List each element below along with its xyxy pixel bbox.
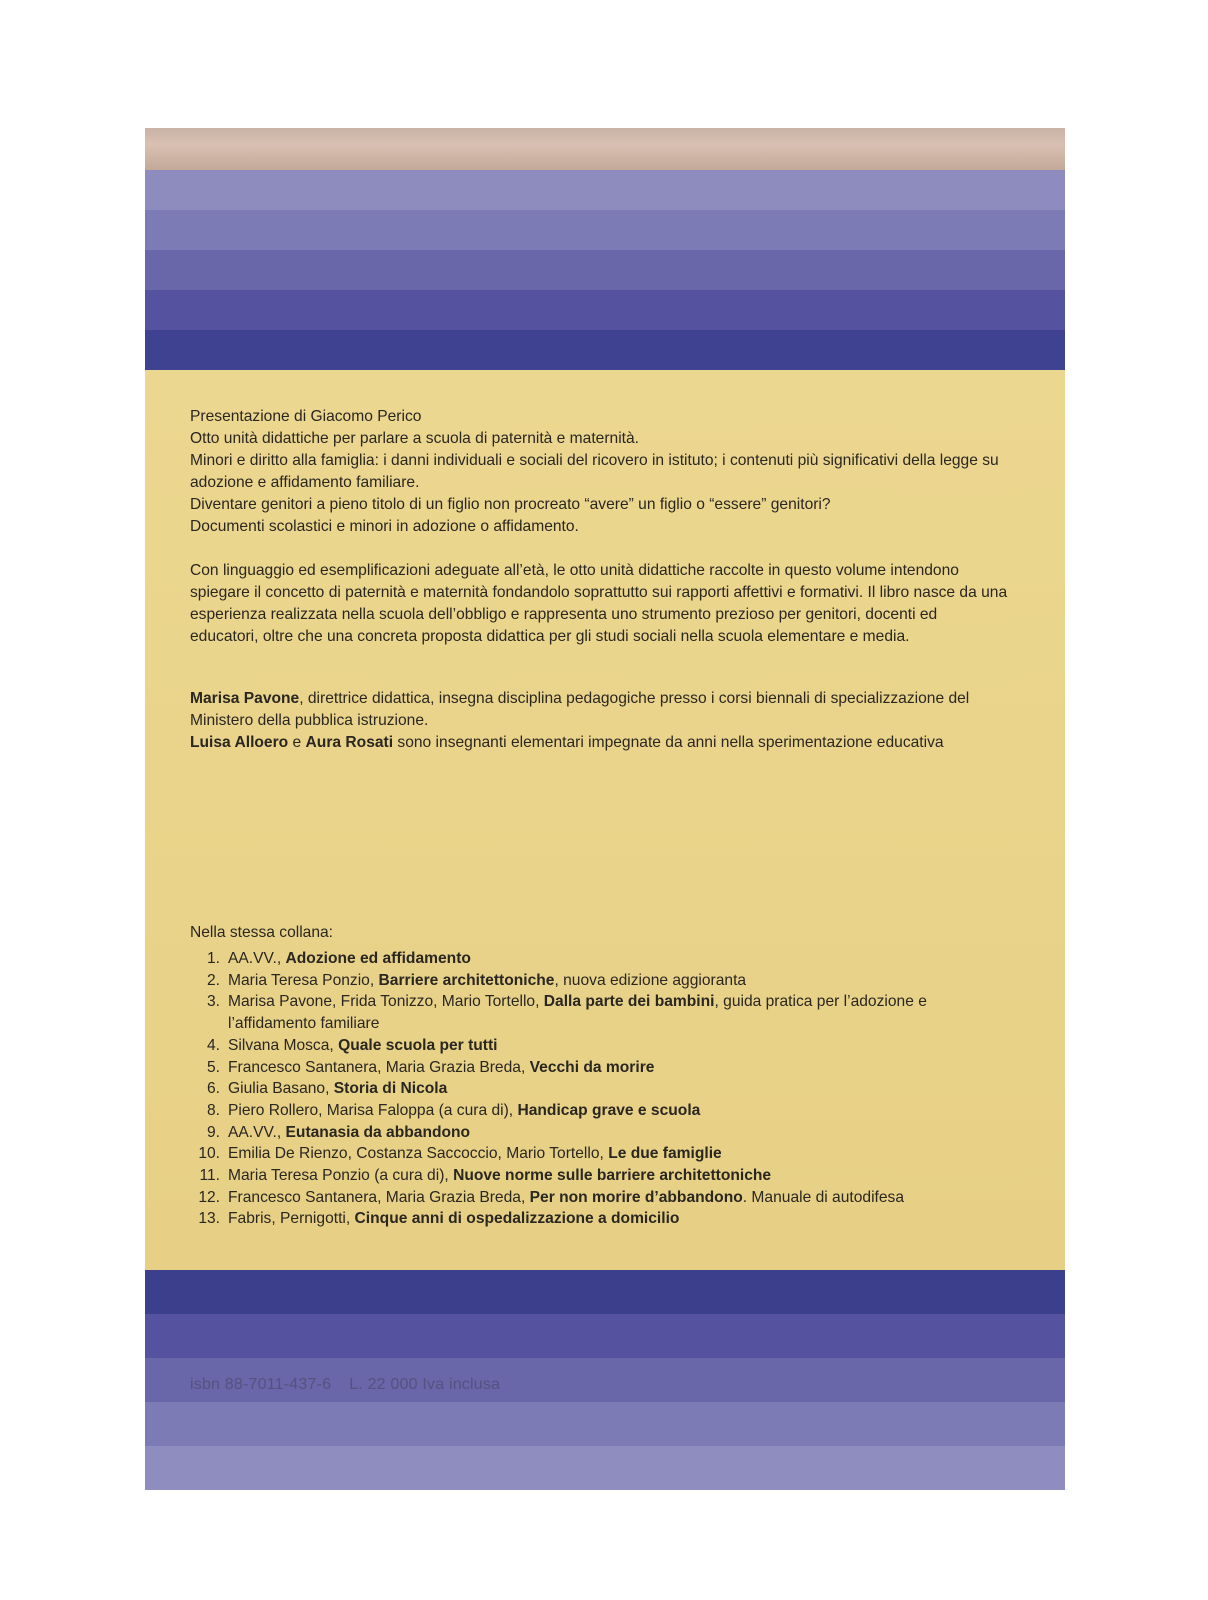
author-name: Aura Rosati	[305, 734, 394, 751]
item-title: Handicap grave e scuola	[517, 1101, 701, 1119]
item-entry	[228, 1078, 447, 1100]
item-extra: , nuova edizione aggioranta	[554, 971, 747, 989]
author-bio-text: sono insegnanti elementari impegnate da anni nella sperimentazione educativa	[393, 734, 944, 751]
list-item	[190, 1187, 1010, 1209]
list-item	[190, 1165, 1010, 1187]
item-authors: Marisa Pavone, Frida Tonizzo, Mario Tortello,	[228, 993, 544, 1011]
intro-line: Minori e diritto alla famiglia: i danni individuali e sociali del ricovero in istituto; i contenuti più significativi della legge su adozione e affidamento familiare.	[190, 452, 999, 491]
intro-block	[190, 406, 1010, 538]
isbn-price-line	[190, 1376, 518, 1394]
item-number: 11.	[199, 1167, 220, 1185]
author-name: Marisa Pavone	[190, 690, 300, 707]
list-item	[190, 1057, 1010, 1079]
item-authors: Maria Teresa Ponzio,	[228, 971, 379, 989]
item-title: Adozione ed affidamento	[285, 950, 471, 967]
top-stripe-band	[145, 170, 1065, 370]
item-authors: Francesco Santanera, Maria Grazia Breda,	[228, 1058, 530, 1076]
item-entry	[228, 1143, 722, 1165]
item-entry	[228, 1187, 904, 1209]
item-extra: . Manuale di autodifesa	[742, 1188, 905, 1206]
item-authors: Maria Teresa Ponzio (a cura di),	[228, 1167, 454, 1185]
item-authors: Emilia De Rienzo, Costanza Saccoccio, Mario Tortello,	[228, 1145, 609, 1163]
item-authors: Francesco Santanera, Maria Grazia Breda,	[228, 1188, 530, 1206]
item-number: 6.	[206, 1080, 220, 1098]
author-name: Luisa Alloero	[190, 734, 289, 751]
item-number: 2.	[206, 971, 220, 989]
list-item	[190, 970, 1010, 992]
list-item	[190, 1208, 1010, 1230]
item-number: 4.	[206, 1036, 220, 1054]
item-authors: Piero Rollero, Marisa Faloppa (a cura di),	[228, 1101, 518, 1119]
item-number: 10.	[198, 1145, 220, 1163]
item-title: Quale scuola per tutti	[338, 1036, 498, 1054]
list-item	[190, 948, 1010, 970]
isbn-text: isbn 88-7011-437-6	[190, 1376, 332, 1393]
item-number: 9.	[206, 1123, 220, 1141]
item-number: 13.	[198, 1210, 220, 1228]
author-bio-1	[190, 688, 1010, 732]
item-number: 3.	[206, 993, 220, 1011]
item-title: Eutanasia da abbandono	[285, 1123, 471, 1141]
item-title: Dalla parte dei bambini	[543, 993, 715, 1011]
description-block	[190, 560, 1010, 648]
author-join: e	[288, 734, 306, 751]
item-authors: Fabris, Pernigotti,	[228, 1210, 355, 1228]
author-bio-2	[190, 732, 1010, 754]
list-item	[190, 1143, 1010, 1165]
item-entry	[228, 1100, 700, 1122]
item-entry	[228, 1122, 470, 1144]
intro-line: Documenti scolastici e minori in adozione o affidamento.	[190, 518, 579, 535]
series-list	[190, 948, 1010, 1230]
item-entry	[228, 1035, 498, 1057]
item-title: Cinque anni di ospedalizzazione a domicilio	[354, 1210, 680, 1228]
item-number: 8.	[206, 1101, 220, 1119]
item-entry	[228, 1165, 771, 1187]
item-number: 5.	[206, 1058, 220, 1076]
item-authors: AA.VV.,	[228, 1123, 286, 1141]
series-heading: Nella stessa collana:	[190, 924, 334, 941]
item-authors: AA.VV.,	[228, 950, 286, 967]
item-entry	[228, 970, 746, 992]
item-entry	[228, 1057, 654, 1079]
list-item	[190, 1122, 1010, 1144]
item-title: Storia di Nicola	[333, 1080, 448, 1098]
item-extra: , guida pratica per l’adozione e l’affidamento familiare	[228, 993, 927, 1033]
page-edges	[145, 128, 1065, 170]
item-title: Nuove norme sulle barriere architettoniche	[453, 1167, 772, 1185]
author-bio-text: , direttrice didattica, insegna disciplina pedagogiche presso i corsi biennali di specializzazione del Ministero della pubblica istruzione.	[190, 690, 970, 729]
description-text: Con linguaggio ed esemplificazioni adeguate all’età, le otto unità didattiche raccolte in questo volume intendono spiegare il concetto di paternità e maternità fondandolo soprattutto sui rapporti affettivi e formativi. Il libro nasce da una esperienza realizzata nella scuola dell’obbligo e rappresenta uno strumento prezioso per genitori, docenti ed educatori, oltre che una concreta proposta didattica per gli studi sociali nella scuola elementare e media.	[190, 562, 1008, 645]
list-item	[190, 1078, 1010, 1100]
item-title: Le due famiglie	[608, 1145, 722, 1163]
intro-line: Diventare genitori a pieno titolo di un figlio non procreato “avere” un figlio o “essere” genitori?	[190, 496, 831, 513]
item-number: 1.	[206, 950, 220, 967]
item-entry	[228, 1208, 679, 1230]
item-authors: Giulia Basano,	[228, 1080, 334, 1098]
item-title: Vecchi da morire	[529, 1058, 655, 1076]
item-entry	[228, 948, 471, 970]
item-number: 12.	[198, 1188, 220, 1206]
presentation-line: Presentazione di Giacomo Perico	[190, 408, 422, 425]
item-title: Barriere architettoniche	[378, 971, 555, 989]
series-block	[190, 922, 1010, 1230]
price-text: L. 22 000 Iva inclusa	[349, 1376, 501, 1393]
intro-line: Otto unità didattiche per parlare a scuola di paternità e maternità.	[190, 430, 640, 447]
item-title: Per non morire d’abbandono	[529, 1188, 743, 1206]
item-authors: Silvana Mosca,	[228, 1036, 339, 1054]
list-item	[190, 991, 1010, 1034]
item-entry	[228, 991, 1010, 1034]
authors-block	[190, 688, 1010, 754]
list-item	[190, 1100, 1010, 1122]
list-item	[190, 1035, 1010, 1057]
